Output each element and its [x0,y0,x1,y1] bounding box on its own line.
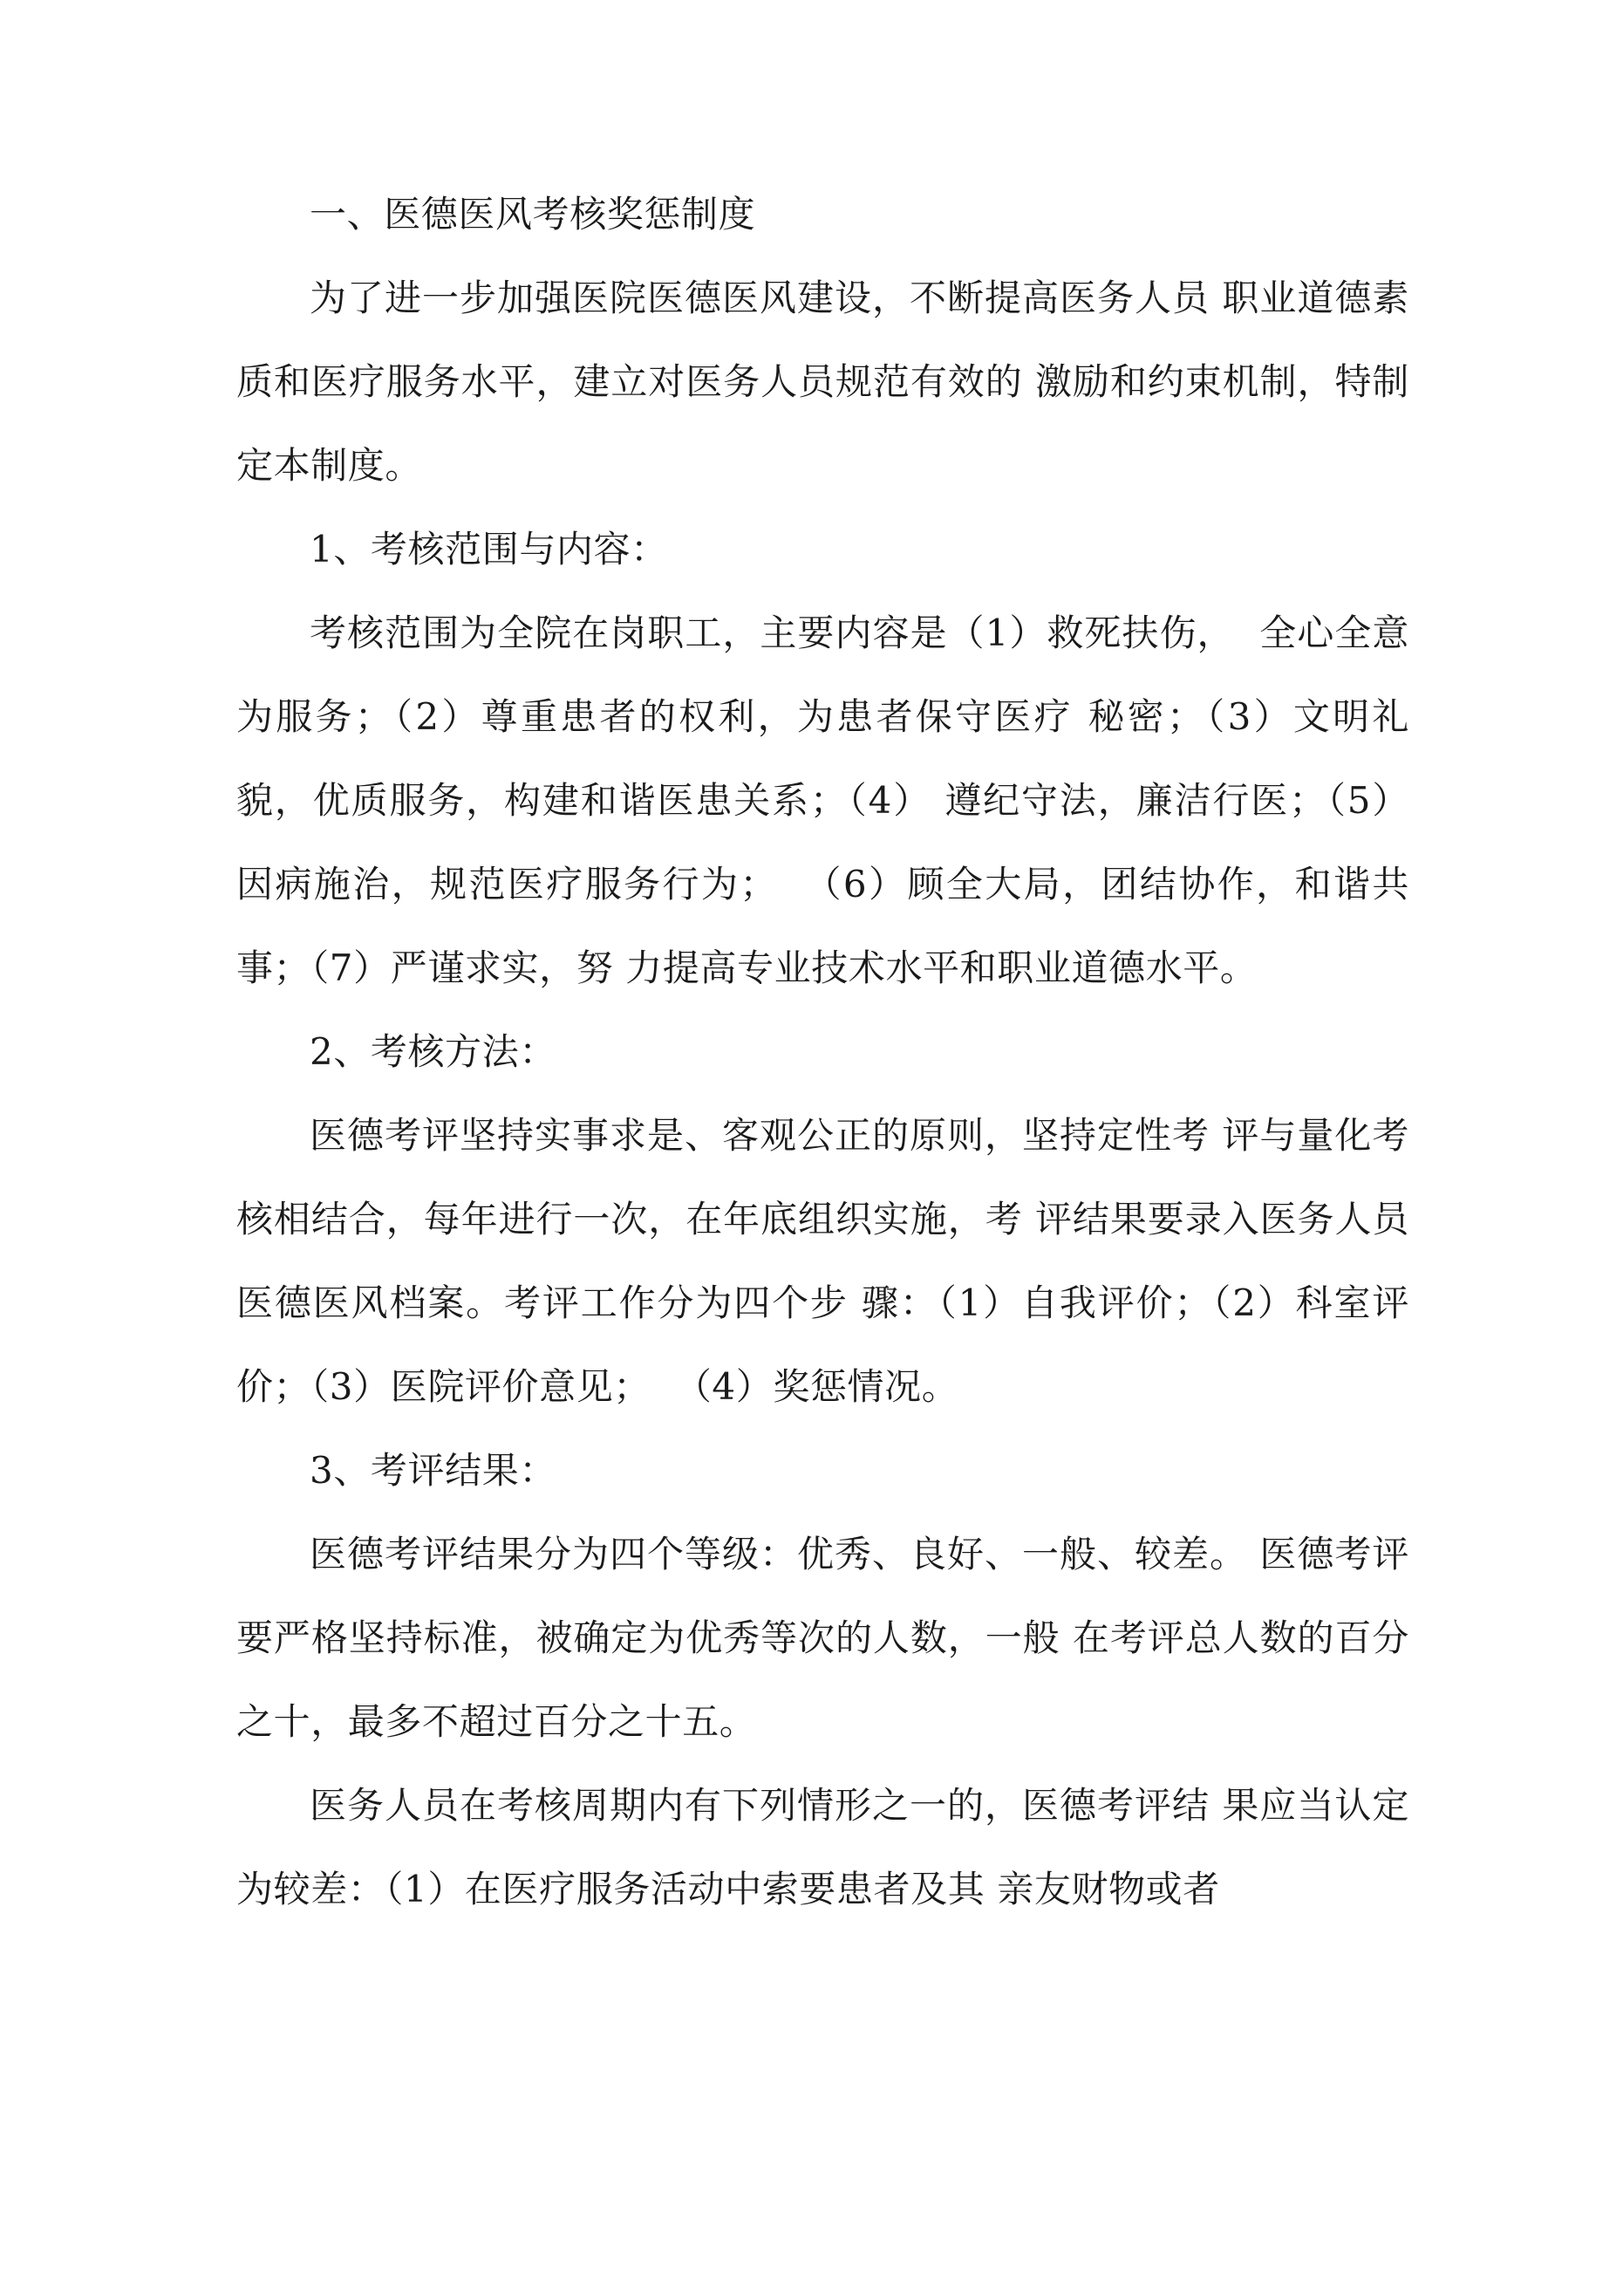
section-heading-reward-punishment: 一、医德医风考核奖惩制度 [310,193,756,236]
paragraph-poor-rating: 医务人员在考核周期内有下列情形之一的，医德考评结 果应当认定为较差：（1）在医疗服务活动中索要患者及其 亲友财物或者 [236,1784,1409,1910]
paragraph-scope-content: 考核范围为全院在岗职工，主要内容是（1）救死扶伤， 全心全意为服务；（2）尊重患者的权利，为患者保守医疗 秘密；（3）文明礼貌，优质服务，构建和谐医患关系；（4） 遵纪守法，廉洁行医；（5）因病施治，规范医疗服务行为； （6）顾全大局，团结协作，和谐共事；（7）严谨求实，努 力提高专业技术水平和职业道德水平。 [236,612,1409,989]
subheading-results: 3、考评结果： [310,1449,556,1492]
paragraph-purpose: 为了进一步加强医院医德医风建设，不断提高医务人员 职业道德素质和医疗服务水平，建立对医务人员规范有效的 激励和约束机制，特制定本制度。 [236,277,1409,487]
paragraph-method: 医德考评坚持实事求是、客观公正的原则，坚持定性考 评与量化考核相结合，每年进行一次，在年底组织实施，考 评结果要录入医务人员医德医风档案。考评工作分为四个步 骤：（1）自我评价；（2）科室评价；（3）医院评价意见； （4）奖惩情况。 [236,1114,1409,1408]
document-body [236,173,1409,1931]
paragraph-results: 医德考评结果分为四个等级：优秀、良好、一般、较差。 医德考评要严格坚持标准，被确定为优秀等次的人数，一般 在考评总人数的百分之十，最多不超过百分之十五。 [236,1533,1409,1743]
subheading-scope-content: 1、考核范围与内容： [310,528,668,571]
subheading-method: 2、考核方法： [310,1030,556,1073]
